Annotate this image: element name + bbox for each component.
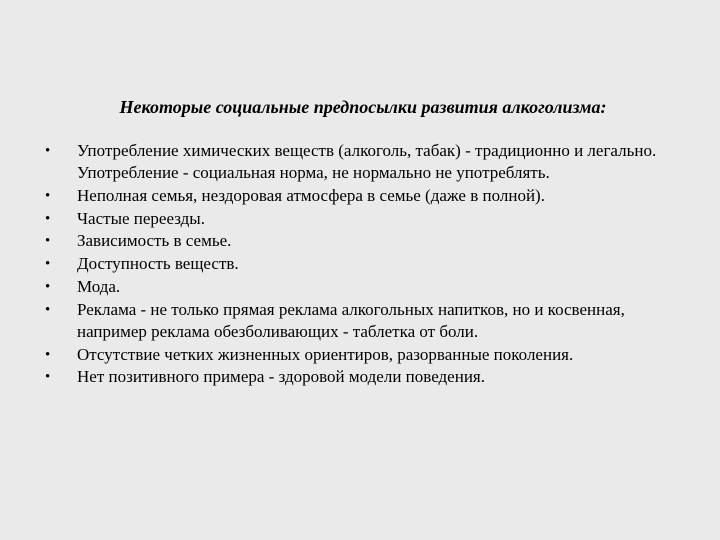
bullet-text: Доступность веществ. [77,254,239,274]
bullet-item [45,208,685,230]
bullet-dot-icon: • [45,369,51,386]
bullet-text: Нет позитивного примера - здоровой модели поведения. [77,367,485,387]
slide-title: Некоторые социальные предпосылки развития алкоголизма: [119,97,607,117]
bullet-item [45,140,685,184]
bullet-dot-icon: • [45,187,51,204]
bullet-list [45,140,685,389]
bullet-item [45,276,685,298]
bullet-item [45,185,685,207]
bullet-dot-icon: • [45,301,51,318]
bullet-text: Неполная семья, нездоровая атмосфера в семье (даже в полной). [77,185,545,205]
bullet-item [45,230,685,252]
bullet-text: Частые переезды. [77,208,205,228]
bullet-text: Зависимость в семье. [77,231,232,251]
bullet-item [45,366,685,388]
bullet-text: Отсутствие четких жизненных ориентиров, разорванные поколения. [77,344,574,364]
bullet-text: Реклама - не только прямая реклама алкогольных напитков, но и косвенная, например реклама обезболивающих - таблетка от боли. [77,299,625,341]
bullet-dot-icon: • [45,210,51,227]
bullet-dot-icon: • [45,278,51,295]
bullet-item [45,299,685,343]
bullet-dot-icon: • [45,346,51,363]
bullet-text: Мода. [77,276,121,296]
bullet-dot-icon: • [45,233,51,250]
bullet-dot-icon: • [45,256,51,273]
bullet-text: Употребление химических веществ (алкоголь, табак) - традиционно и легально. Употребление - социальная норма, не нормально не употреблять. [77,141,657,182]
bullet-item [45,344,685,366]
bullet-item [45,253,685,275]
bullet-dot-icon: • [45,143,51,159]
